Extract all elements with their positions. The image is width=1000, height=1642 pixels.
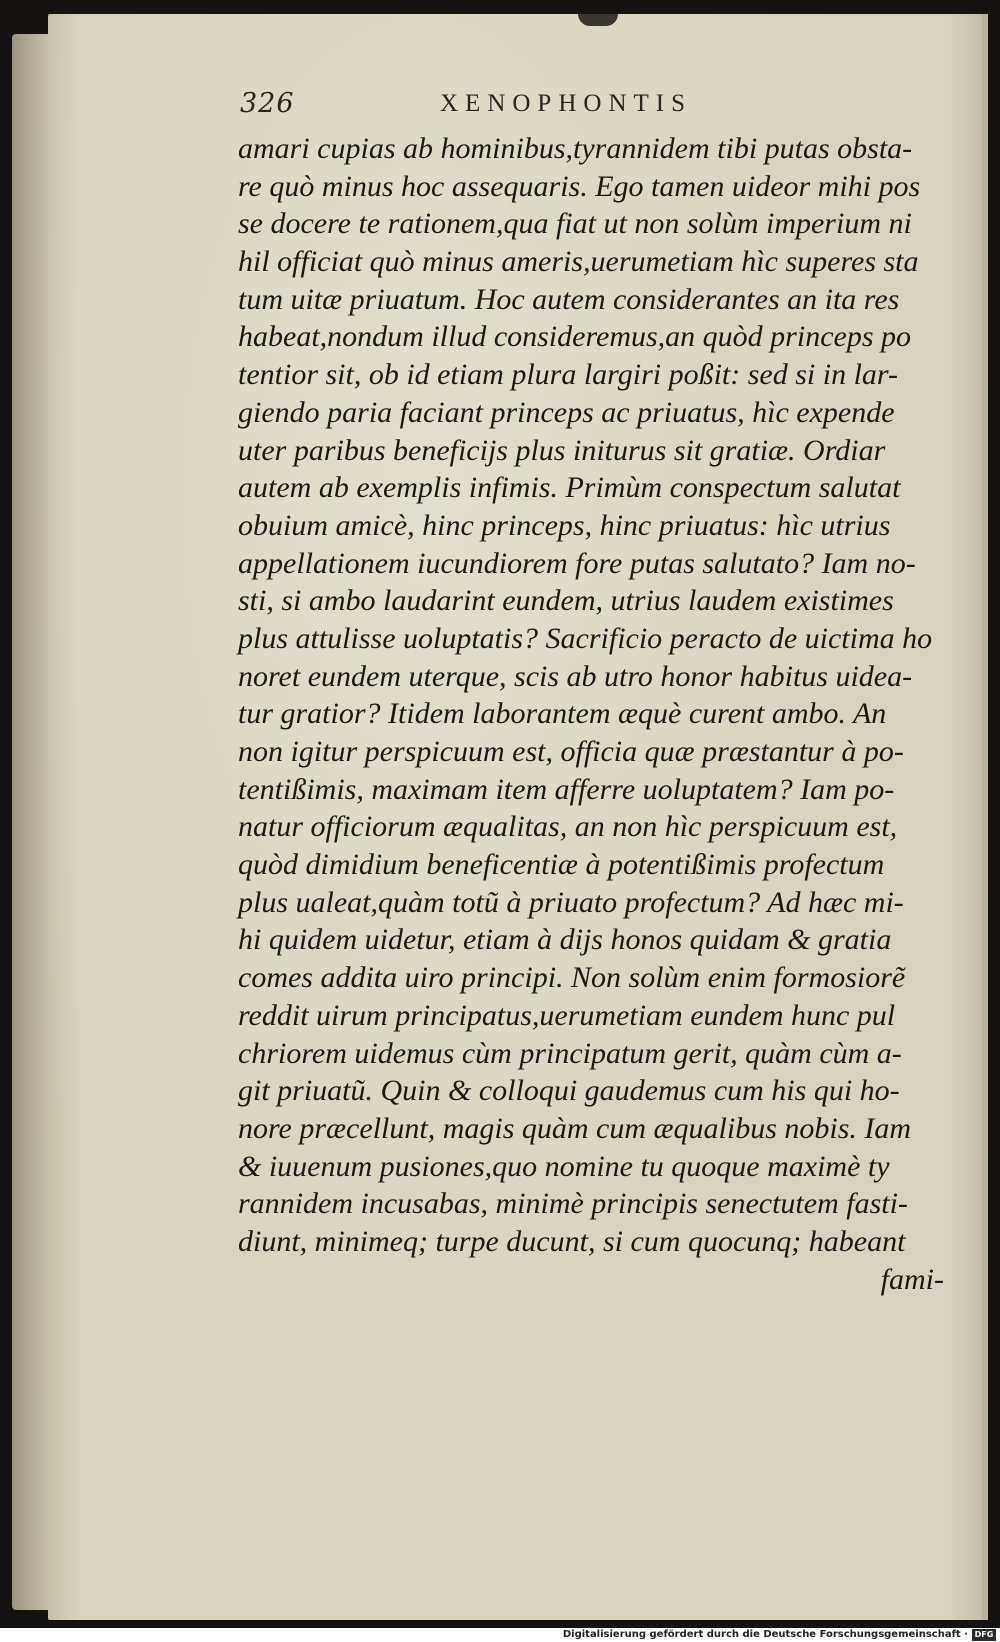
- text-line: diunt, minimeq; turpe ducunt, si cum quocunq; habeant: [238, 1224, 906, 1258]
- body-text: [238, 130, 958, 1298]
- text-line: uter paribus beneficijs plus initurus sit gratiæ. Ordiar: [238, 433, 886, 467]
- bookmark-tab: [578, 14, 618, 26]
- text-line: habeat,nondum illud consideremus,an quòd princeps po: [238, 320, 911, 354]
- text-line: tur gratior? Itidem laborantem æquè curent ambo. An: [238, 697, 887, 731]
- text-line: tum uitæ priuatum. Hoc autem considerantes an ita res: [238, 282, 900, 316]
- text-line: noret eundem uterque, scis ab utro honor habitus uidea-: [238, 659, 913, 693]
- text-line: reddit uirum principatus,uerumetiam eundem hunc pul: [238, 998, 896, 1032]
- text-line: comes addita uiro principi. Non solùm enim formosiorẽ: [238, 961, 906, 995]
- text-line: rannidem incusabas, minimè principis senectutem fasti-: [238, 1187, 908, 1221]
- funding-credit: Digitalisierung gefördert durch die Deutsche Forschungsgemeinschaft ·: [562, 1629, 968, 1640]
- text-line: quòd dimidium beneficentiæ à potentißimis profectum: [238, 848, 885, 882]
- page-number: 326: [240, 88, 295, 119]
- text-line: amari cupias ab hominibus,tyrannidem tibi putas obsta-: [238, 132, 913, 165]
- page-fore-edge: [982, 14, 988, 1620]
- text-line: se docere te rationem,qua fiat ut non solùm imperium ni: [238, 207, 912, 241]
- text-line: autem ab exemplis infimis. Primùm conspectum salutat: [238, 471, 901, 505]
- text-line: plus ualeat,quàm totũ à priuato profectum? Ad hæc mi-: [238, 885, 904, 919]
- text-line: hil officiat quò minus ameris,uerumetiam hìc superes sta: [238, 245, 919, 279]
- running-head: XENOPHONTIS: [440, 90, 692, 117]
- footer-bar: [0, 1628, 1000, 1642]
- text-line: appellationem iucundiorem fore putas salutato? Iam no-: [238, 546, 916, 580]
- text-line: giendo paria faciant princeps ac priuatus, hìc expende: [238, 395, 895, 429]
- text-line: tentior sit, ob id etiam plura largiri poßit: sed si in lar-: [238, 358, 898, 392]
- catchword: fami-: [880, 1262, 944, 1296]
- dfg-logo-icon: DFG: [972, 1629, 996, 1641]
- previous-pages-edge: [12, 34, 52, 1610]
- text-line: git priuatũ. Quin & colloqui gaudemus cum his qui ho-: [238, 1074, 900, 1108]
- text-line: chriorem uidemus cùm principatum gerit, quàm cùm a-: [238, 1036, 902, 1070]
- text-line: re quò minus hoc assequaris. Ego tamen uideor mihi pos: [238, 169, 921, 203]
- text-line: obuium amicè, hinc princeps, hinc priuatus: hìc utrius: [238, 508, 891, 542]
- text-line: sti, si ambo laudarint eundem, utrius laudem existimes: [238, 584, 894, 618]
- text-line: natur officiorum æqualitas, an non hìc perspicuum est,: [238, 810, 898, 844]
- text-line: & iuuenum pusiones,quo nomine tu quoque maximè ty: [238, 1149, 890, 1183]
- text-line: nore præcellunt, magis quàm cum æqualibus nobis. Iam: [238, 1111, 912, 1145]
- text-line: non igitur perspicuum est, officia quæ præstantur à po-: [238, 735, 904, 768]
- text-line: tentißimis, maximam item afferre uoluptatem? Iam po-: [238, 772, 895, 806]
- text-line: hi quidem uidetur, etiam à dijs honos quidam & gratia: [238, 923, 892, 957]
- text-line: plus attulisse uoluptatis? Sacrificio peracto de uictima ho: [238, 621, 933, 655]
